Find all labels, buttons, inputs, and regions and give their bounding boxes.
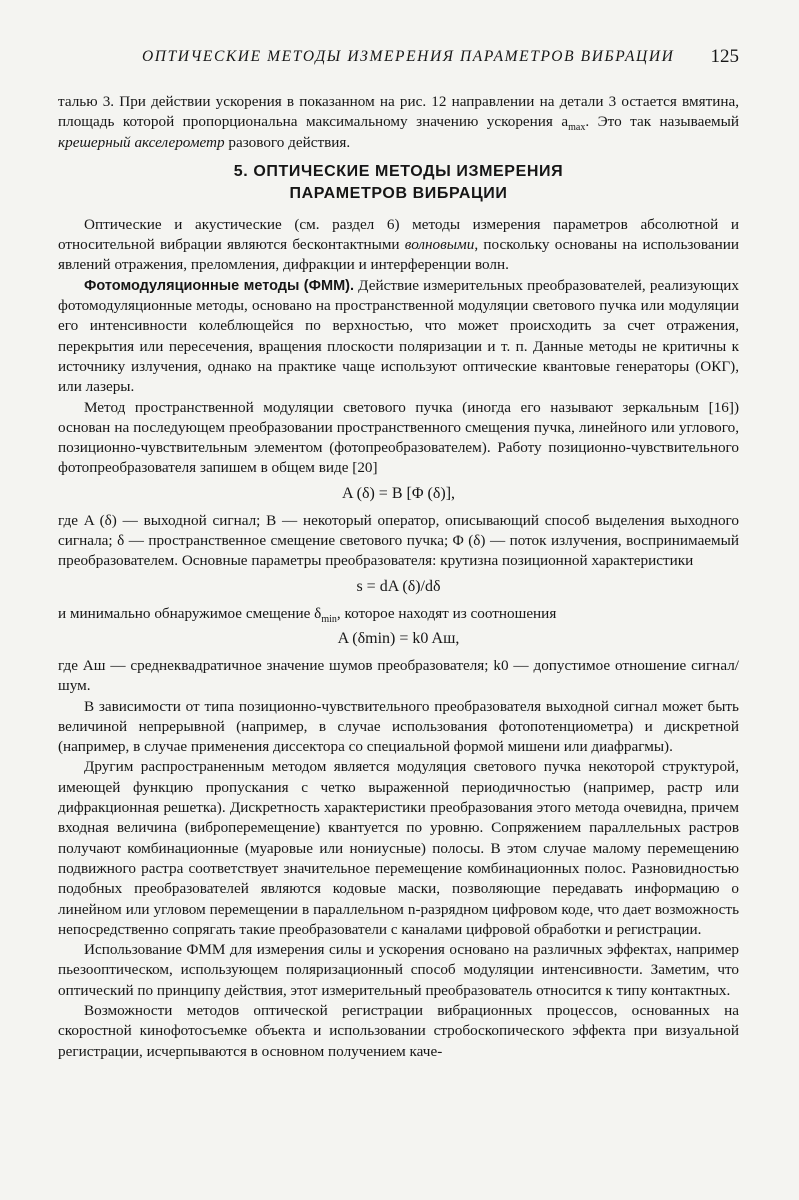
subscript: max <box>568 122 586 134</box>
text-span: . Это так называемый <box>585 113 740 131</box>
formula: A (δ) = B [Φ (δ)], <box>341 484 456 502</box>
section-heading-line: ПАРАМЕТРОВ ВИБРАЦИИ <box>289 184 508 202</box>
paragraph: Использование ФММ для измерения силы и ускорения основано на различных эффектах, например пьезооптическом, использующем поляризационный способ модуляции интенсивности. Заметим, что оптический по принципу действия, этот измерительный преобразователь относится к типу контактных. <box>58 941 739 999</box>
page-body <box>58 92 739 1062</box>
section-heading-line: 5. ОПТИЧЕСКИЕ МЕТОДЫ ИЗМЕРЕНИЯ <box>233 162 564 180</box>
text-span: и минимально обнаружимое смещение δ <box>58 604 322 622</box>
running-head: ОПТИЧЕСКИЕ МЕТОДЫ ИЗМЕРЕНИЯ ПАРАМЕТРОВ ВИБРАЦИИ <box>142 48 675 65</box>
text-span: разового действия. <box>224 133 351 151</box>
paragraph <box>58 215 739 276</box>
text-span: Действие измерительных преобразователей, реализующих фотомодуляционные методы, основано на пространственной модуляции светового пучка или модуляции его интенсивности колеблющейся по верхностью, что может происходить за счет отражения, перекрытия или пересечения, вращения плоскости поляризации и т. п. Данные методы не критичны к источнику излучения, однако на практике чаще используют оптические квантовые генераторы (ОКГ), или лазеры. <box>58 276 740 396</box>
paragraph: где A (δ) — выходной сигнал; B — некоторый оператор, описывающий способ выделения выходного сигнала; δ — пространственное смещение светового пучка; Φ (δ) — поток излучения, воспринимаемый преобразователем. Основные параметры преобразователя: крутизна позиционной характеристики <box>58 511 739 570</box>
page-number: 125 <box>710 46 739 67</box>
formula: s = dA (δ)/dδ <box>356 577 441 595</box>
subscript: min <box>321 613 337 625</box>
paragraph: Метод пространственной модуляции светового пучка (иногда его называют зеркальным [16]) основан на последующем преобразовании пространственного смещения пучка, линейного или углового, позиционно-чувствительным элементом (фотопреобразователем). Работу позиционно-чувствительного фотопреобразователя запишем в общем виде [20] <box>58 398 739 477</box>
paragraph: где Aш — среднеквадратичное значение шумов преобразователя; k0 — допустимое отношение сигнал/шум. <box>58 656 739 695</box>
section-heading <box>58 161 739 205</box>
text-span: , которое находят из соотношения <box>336 604 557 622</box>
text-span: талью 3. При действии ускорения в показанном на рис. 12 направлении на детали 3 остается вмятина, площадь которой пропорциональна максимальному значению ускорения a <box>58 93 739 131</box>
italic-term: крешерный акселерометр <box>58 133 225 151</box>
paragraph: Возможности методов оптической регистрации вибрационных процессов, основанных на скоростной кинофотосъемке объекта и использовании стробоскопического эффекта при визуальной регистрации, исчерпываются в основном получением каче- <box>58 1001 739 1060</box>
text-span: Оптические и акустические (см. раздел 6) методы измерения параметров абсолютной и относительной вибрации являются бесконтактными <box>58 215 739 254</box>
text-span: , поскольку основаны на использовании явлений отражения, преломления, дифракции и интерференции волн. <box>58 236 739 274</box>
page-header <box>0 44 799 72</box>
italic-term: волновыми <box>404 236 475 254</box>
paragraph-continuation <box>58 92 739 153</box>
formula: A (δmin) = k0 Aш, <box>337 629 460 647</box>
paragraph: В зависимости от типа позиционно-чувствительного преобразователя выходной сигнал может быть величиной непрерывной (например, в случае использования фотопотенциометра) и дискретной (например, в случае применения диссектора со специальной формой мишени или диафрагмы). <box>58 697 739 756</box>
paragraph: Другим распространенным методом является модуляция светового пучка некоторой структурой, имеющей функцию пропускания с четко выраженной периодичностью (например, растр или дифракционная решетка). Дискретность характеристики преобразования этого метода очевидна, причем входная величина (виброперемещение) квантуется по уровню. Сопряжением параллельных растров получают комбинационные (муаровые или нониусные) полосы. В этом случае малому перемещению подвижного растра соответствует значительное перемещение комбинационных полос. Разновидностью подобных преобразователей являются кодовые маски, позволяющие передавать информацию о линейном или угловом перемещении в параллельном n-разрядном цифровом коде, что дает возможность непосредственно сопрягать такие преобразователи с каналами цифровой обработки и регистрации. <box>58 758 739 938</box>
run-in-heading: Фотомодуляционные методы (ФММ). <box>84 277 355 294</box>
paragraph <box>58 276 739 398</box>
paragraph <box>58 604 739 624</box>
